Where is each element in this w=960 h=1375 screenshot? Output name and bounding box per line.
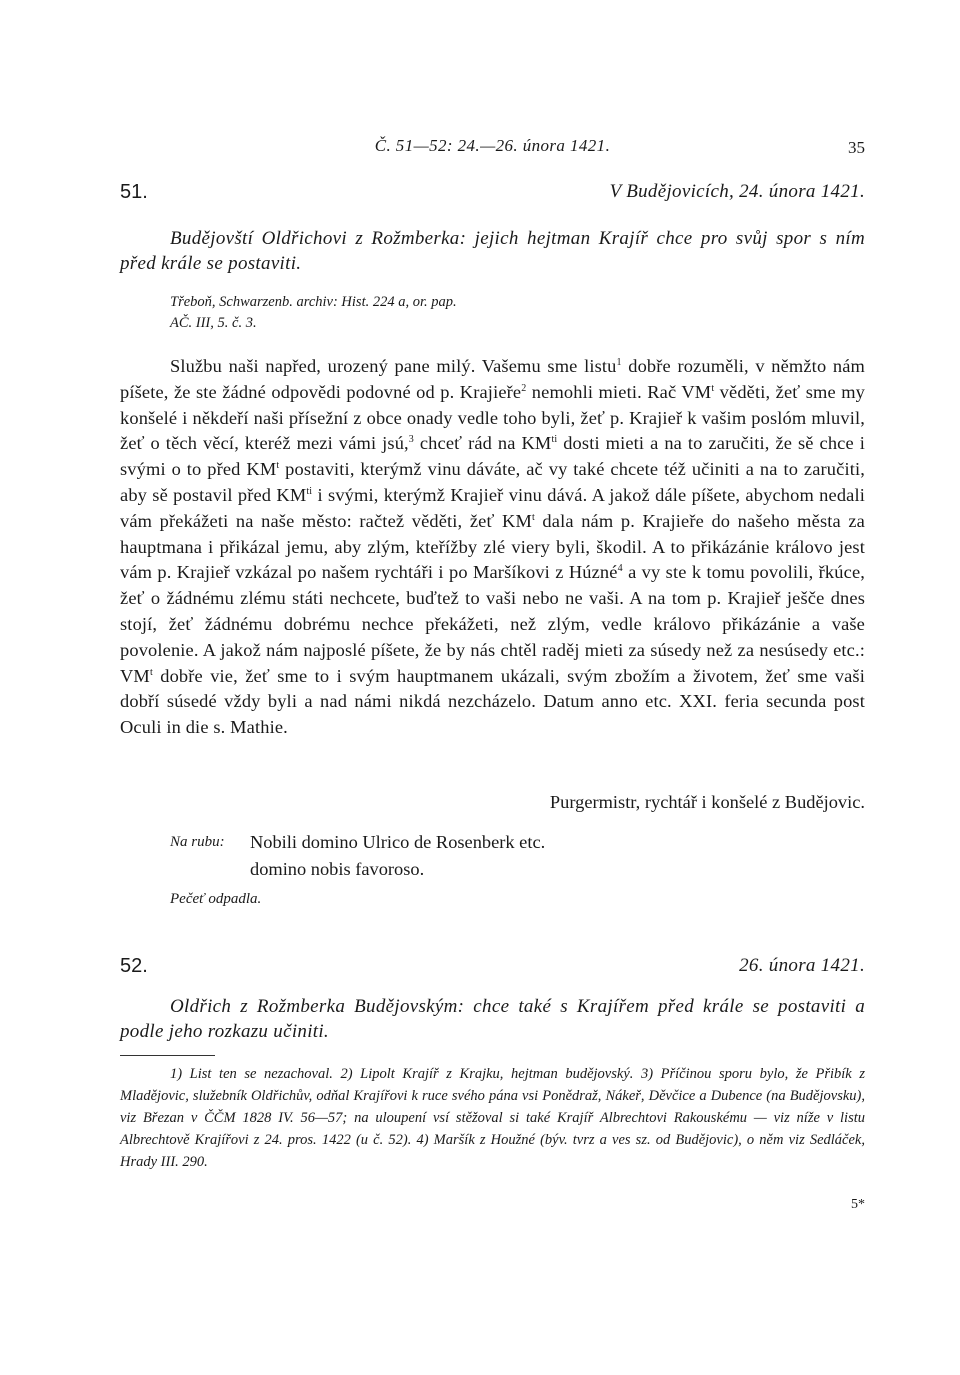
abbrev-sup: ti [306,485,313,497]
body-text-run: dobře rozuměli, v němžto nám píšete, že ste žádné odpovědi podovné od p. Krajieře [120,356,865,402]
abbrev-sup: t [531,511,535,523]
body-text-run: nemohli mieti. Rač VM [526,381,712,402]
body-text-run: i svými, kterýmž Krajieř vinu dává. A jakož dále píšete, abychom nedali vám překážeti na naše město: račtež věděti, žeť KM [120,484,866,531]
body-text-run: dobře vie, žeť sme to i svým hauptmanem ukázali, svým zbožím a životem, žeť sme vaši dobří súsedé vždy byli a nad námi nikdá nezcházelo. Datum anno etc. XXI. feria secunda post Oculi in die s. Mathie. [120,665,865,738]
doc51-body [120,354,865,741]
doc51-place-date: V Budějovicích, 24. února 1421. [609,181,865,202]
archive-line: Třeboň, Schwarzenb. archiv: Hist. 224 a, or. pap. [170,294,457,310]
doc51-heading [120,181,865,209]
page-number: 35 [848,138,865,157]
body-text-run: dosti mieti a na to zaručiti, že sě chce i svými o to před KM [120,433,865,480]
abbrev-sup: ti [551,434,558,446]
doc51-archive [170,292,770,334]
running-header [120,136,865,160]
doc52-heading [120,955,865,983]
doc51-signature: Purgermistr, rychtář i konšelé z Budějovic. [549,792,865,812]
archive-line: AČ. III, 5. č. 3. [170,315,257,331]
endorsement-line: domino nobis favoroso. [250,859,425,879]
doc52-place-date: 26. února 1421. [739,955,865,976]
doc51-number: 51. [120,181,148,203]
doc51-seal-note: Pečeť odpadla. [170,891,262,907]
body-text-run: věděti, žeť sme my konšelé i někdeří naši přísežní z obce onady vedle toho byli, žeť p. Krajieř k vašim poslóm mluvil, žeť o těch věcí, kteréž mezi vámi jsú, [120,381,865,454]
abbrev-sup: t [711,382,715,394]
abbrev-sup: t [276,460,280,472]
body-text-run: Službu naši napřed, urozený pane milý. Vašemu sme listu [170,356,617,376]
footnote-ref: 2 [521,382,527,394]
abbrev-sup: t [149,666,153,678]
sheet-signature-mark: 5* [851,1197,865,1212]
endorsement-line: Nobili domino Ulrico de Rosenberk etc. [250,832,546,852]
footnote-divider [120,1055,215,1056]
running-title: Č. 51—52: 24.—26. února 1421. [374,136,611,155]
body-text-run: a vy ste k tomu povolili, řkúce, žeť o žádnému zlému státi nechcete, buďtež to vaši nebo ne vaši. A na tom p. Krajieř ješče dnes stojí, žeť žádnému dobrému nechce překážeti, než zlým, vedle královo přikázánie a vaše povolenie. A jakož nám najposlé píšete, že by nás chtěl raděj mieti za súsedy než za nesúsedy etc.: VM [120,562,866,686]
doc52-number: 52. [120,955,148,977]
doc52-regest: Oldřich z Rožmberka Budějovským: chce také s Krajířem před krále se postaviti a podle jeho rozkazu učiniti. [120,996,865,1042]
endorsement-text [250,829,545,883]
footnote-ref: 1 [616,357,622,368]
doc51-regest: Budějovští Oldřichovi z Rožmberka: jejich hejtman Krajíř chce pro svůj spor s ním před krále se postaviti. [120,228,865,274]
body-text-run: chceť rád na KM [413,433,552,454]
body-text-run: postaviti, kterýmž vinu dáváte, ač vy také chcete též učiniti a na to zaručiti, aby sě postavil před KM [120,459,865,505]
footnotes: 1) List ten se nezachoval. 2) Lipolt Krajíř z Krajku, hejtman budějovský. 3) Příčinou sporu bylo, že Přibík z Mladějovic, služebník Oldřichův, odňal Krajířovi k ruce svého pána vsi Ponědraž, Nákeř, Děvčice a Dubence (na Budějovsku), viz Březan v ČČM 1828 IV. 56—57; na uloupení vsí stěžoval si také Krajíř Albrechtovi Rakouskému — viz níže v listu Albrechtově Krajířovi z 24. pros. 1422 (u č. 52). 4) Maršík z Houžné (býv. tvrz a ves sz. od Budějovic), o něm viz Sedláček, Hrady III. 290. [120,1066,865,1170]
body-text-run: dala nám p. Krajieře do našeho města za hauptmana i přikázal jemu, aby zlým, kteřížby zlé viery byli, škodil. A to přikázánie královo jest vám p. Krajieř vzkázal po našem rychtáři i po Maršíkovi z Húzné [120,510,865,583]
footnote-ref: 3 [408,434,414,446]
endorsement-label: Na rubu: [170,834,225,850]
footnote-ref: 4 [617,563,623,575]
